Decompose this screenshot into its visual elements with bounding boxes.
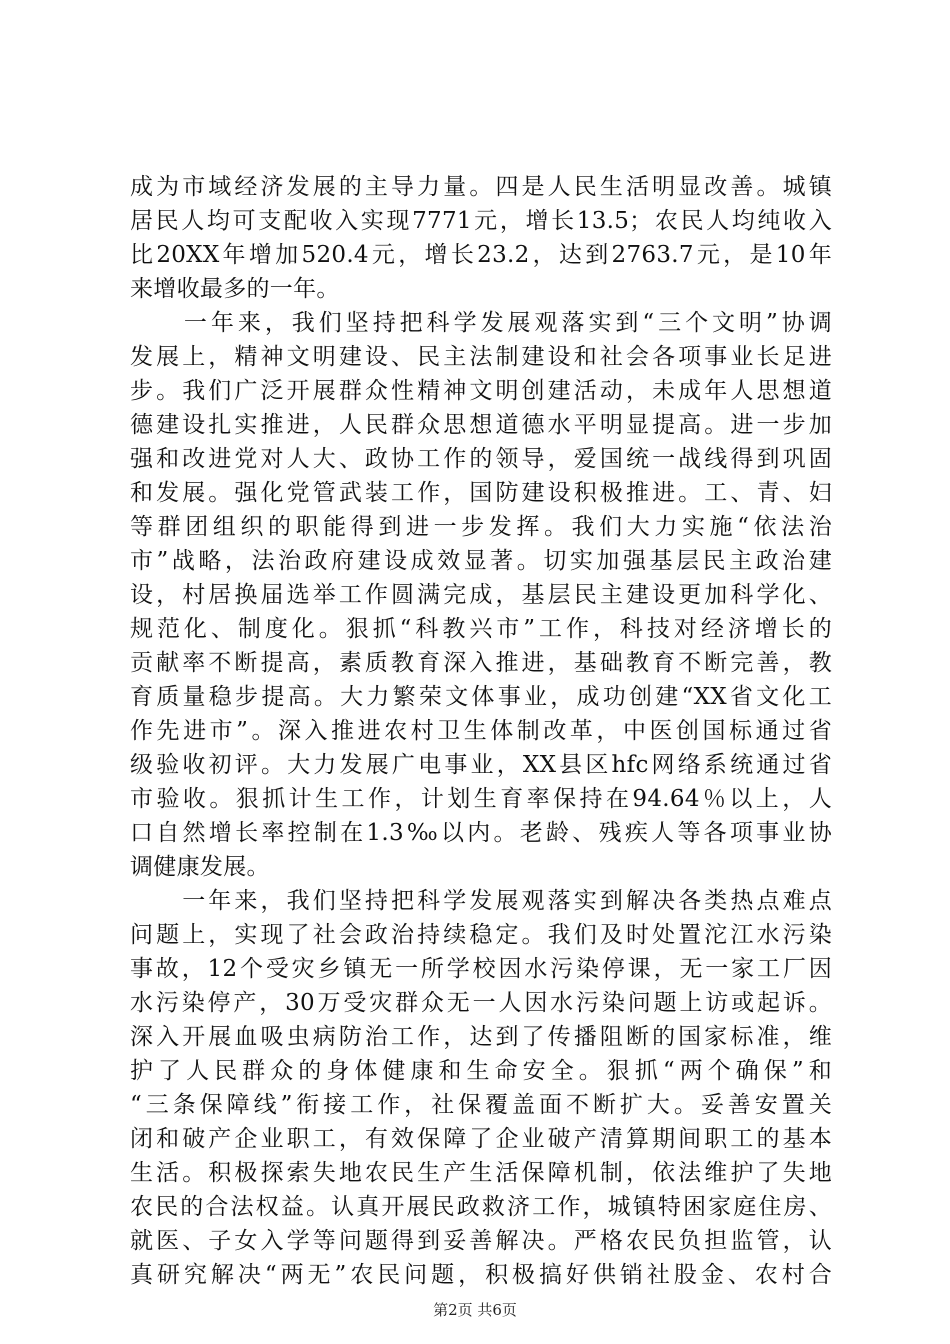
text-line: 居民人均可支配收入实现7771元，增长13.5；农民人均纯收入 — [130, 208, 832, 234]
text-line: 真研究解决“两无”农民问题，积极搞好供销社股金、农村合 — [130, 1262, 832, 1288]
text-line: 育质量稳步提高。大力繁荣文体事业，成功创建“XX省文化工 — [130, 684, 832, 710]
text-line: 一年来，我们坚持把科学发展观落实到解决各类热点难点 — [130, 888, 832, 914]
text-line: 水污染停产，30万受灾群众无一人因水污染问题上访或起诉。 — [130, 990, 832, 1016]
text-line: 作先进市”。深入推进农村卫生体制改革，中医创国标通过省 — [130, 718, 832, 744]
text-line: 德建设扎实推进，人民群众思想道德水平明显提高。进一步加 — [130, 412, 832, 438]
text-line: 生活。积极探索失地农民生产生活保障机制，依法维护了失地 — [130, 1160, 832, 1186]
text-line: “三条保障线”衔接工作，社保覆盖面不断扩大。妥善安置关 — [130, 1092, 832, 1118]
text-line: 事故，12个受灾乡镇无一所学校因水污染停课，无一家工厂因 — [130, 956, 832, 982]
text-line: 强和改进党对人大、政协工作的领导，爱国统一战线得到巩固 — [130, 446, 832, 472]
text-line: 贡献率不断提高，素质教育深入推进，基础教育不断完善，教 — [130, 650, 832, 676]
text-line: 农民的合法权益。认真开展民政救济工作，城镇特困家庭住房、 — [130, 1194, 832, 1220]
text-line: 一年来，我们坚持把科学发展观落实到“三个文明”协调 — [130, 310, 832, 336]
text-line: 和发展。强化党管武装工作，国防建设积极推进。工、青、妇 — [130, 480, 832, 506]
text-line: 设，村居换届选举工作圆满完成，基层民主建设更加科学化、 — [130, 582, 832, 608]
text-line: 护了人民群众的身体健康和生命安全。狠抓“两个确保”和 — [130, 1058, 832, 1084]
text-line: 发展上，精神文明建设、民主法制建设和社会各项事业长足进 — [130, 344, 832, 370]
text-line: 级验收初评。大力发展广电事业，XX县区hfc网络系统通过省 — [130, 752, 832, 778]
page-number-footer: 第2页 共6页 — [433, 1301, 517, 1319]
text-line: 口自然增长率控制在1.3‰以内。老龄、残疾人等各项事业协 — [130, 820, 832, 846]
text-line: 市”战略，法治政府建设成效显著。切实加强基层民主政治建 — [130, 548, 832, 574]
text-line: 闭和破产企业职工，有效保障了企业破产清算期间职工的基本 — [130, 1126, 832, 1152]
text-line: 市验收。狠抓计生工作，计划生育率保持在94.64％以上，人 — [130, 786, 832, 812]
text-line: 问题上，实现了社会政治持续稳定。我们及时处置沱江水污染 — [130, 922, 832, 948]
text-line: 等群团组织的职能得到进一步发挥。我们大力实施“依法治 — [130, 514, 832, 540]
text-line: 调健康发展。 — [130, 854, 270, 880]
text-line: 比20XX年增加520.4元，增长23.2，达到2763.7元，是10年 — [130, 242, 832, 268]
document-body — [130, 170, 832, 1292]
text-line: 步。我们广泛开展群众性精神文明创建活动，未成年人思想道 — [130, 378, 832, 404]
text-line: 成为市域经济发展的主导力量。四是人民生活明显改善。城镇 — [130, 174, 832, 200]
text-line: 规范化、制度化。狠抓“科教兴市”工作，科技对经济增长的 — [130, 616, 832, 642]
text-line: 来增收最多的一年。 — [130, 276, 340, 302]
text-line: 就医、子女入学等问题得到妥善解决。严格农民负担监管，认 — [130, 1228, 832, 1254]
text-line: 深入开展血吸虫病防治工作，达到了传播阻断的国家标准，维 — [130, 1024, 832, 1050]
